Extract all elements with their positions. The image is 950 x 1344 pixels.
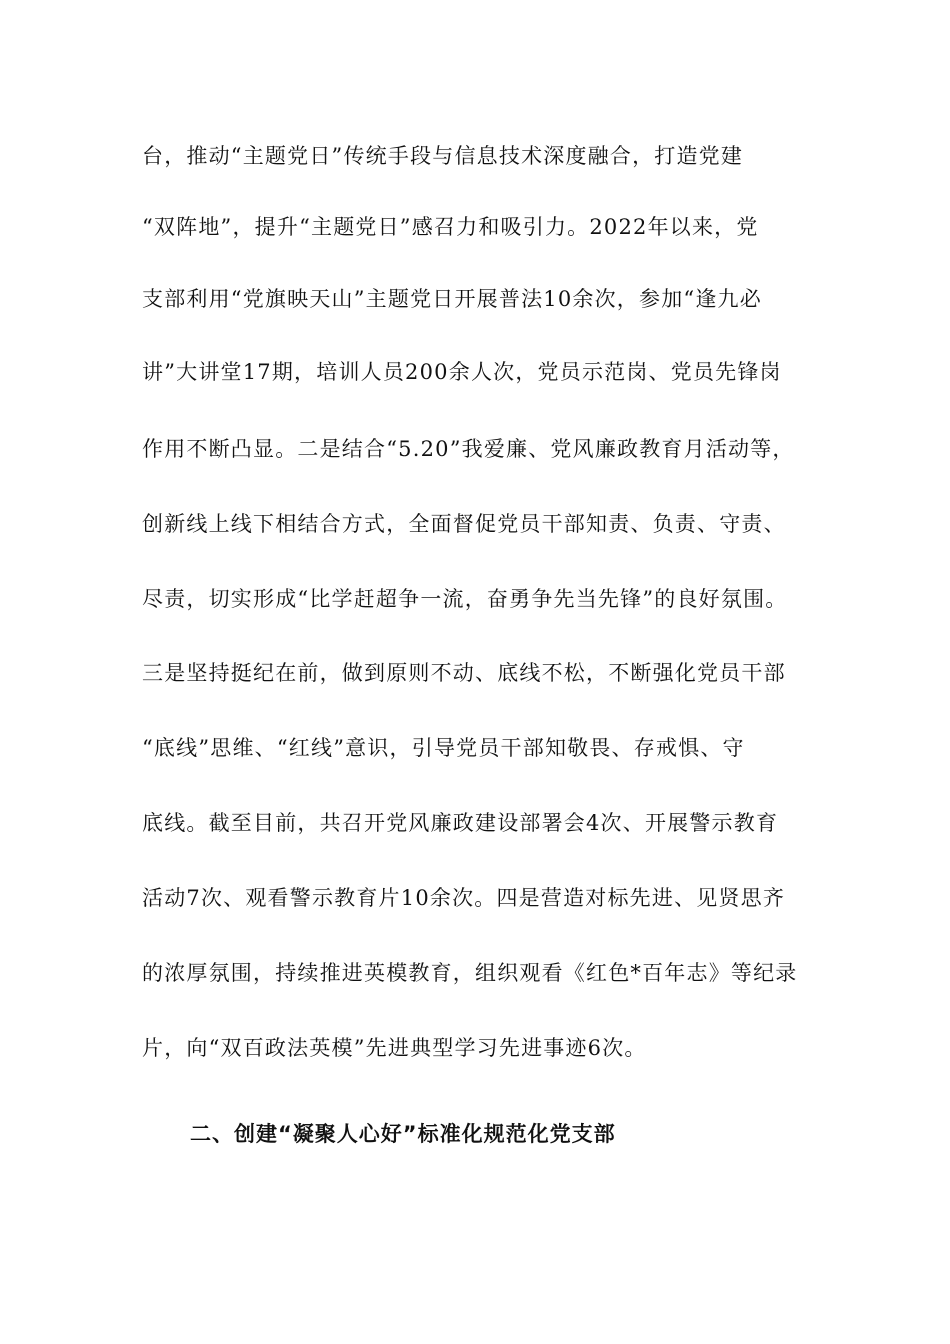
- section-heading: 二、创建“凝聚人心好”标准化规范化党支部: [190, 1122, 616, 1146]
- paragraph-line: 片，向“双百政法英模”先进典型学习先进事迹6次。: [142, 1036, 647, 1060]
- paragraph-line: 活动7次、观看警示教育片10余次。四是营造对标先进、见贤思齐: [142, 886, 786, 910]
- paragraph-line: 尽责，切实形成“比学赶超争一流，奋勇争先当先锋”的良好氛围。: [142, 587, 788, 611]
- paragraph-line: 讲”大讲堂17期，培训人员200余人次，党员示范岗、党员先锋岗: [142, 360, 782, 384]
- paragraph-line: 创新线上线下相结合方式，全面督促党员干部知责、负责、守责、: [142, 512, 786, 536]
- paragraph-line: 底线。截至目前，共召开党风廉政建设部署会4次、开展警示教育: [142, 811, 779, 835]
- paragraph-line: 台，推动“主题党日”传统手段与信息技术深度融合，打造党建: [142, 144, 744, 168]
- paragraph-line: 的浓厚氛围，持续推进英模教育，组织观看《红色*百年志》等纪录: [142, 961, 798, 985]
- paragraph-line: “双阵地”，提升“主题党日”感召力和吸引力。2022年以来，党: [142, 215, 759, 239]
- paragraph-line: 三是坚持挺纪在前，做到原则不动、底线不松，不断强化党员干部: [142, 661, 786, 685]
- paragraph-line: “底线”思维、“红线”意识，引导党员干部知敬畏、存戒惧、守: [142, 736, 745, 760]
- paragraph-line: 支部利用“党旗映天山”主题党日开展普法10余次，参加“逢九必: [142, 287, 762, 311]
- paragraph-line: 作用不断凸显。二是结合“5.20”我爱廉、党风廉政教育月活动等，: [142, 437, 795, 461]
